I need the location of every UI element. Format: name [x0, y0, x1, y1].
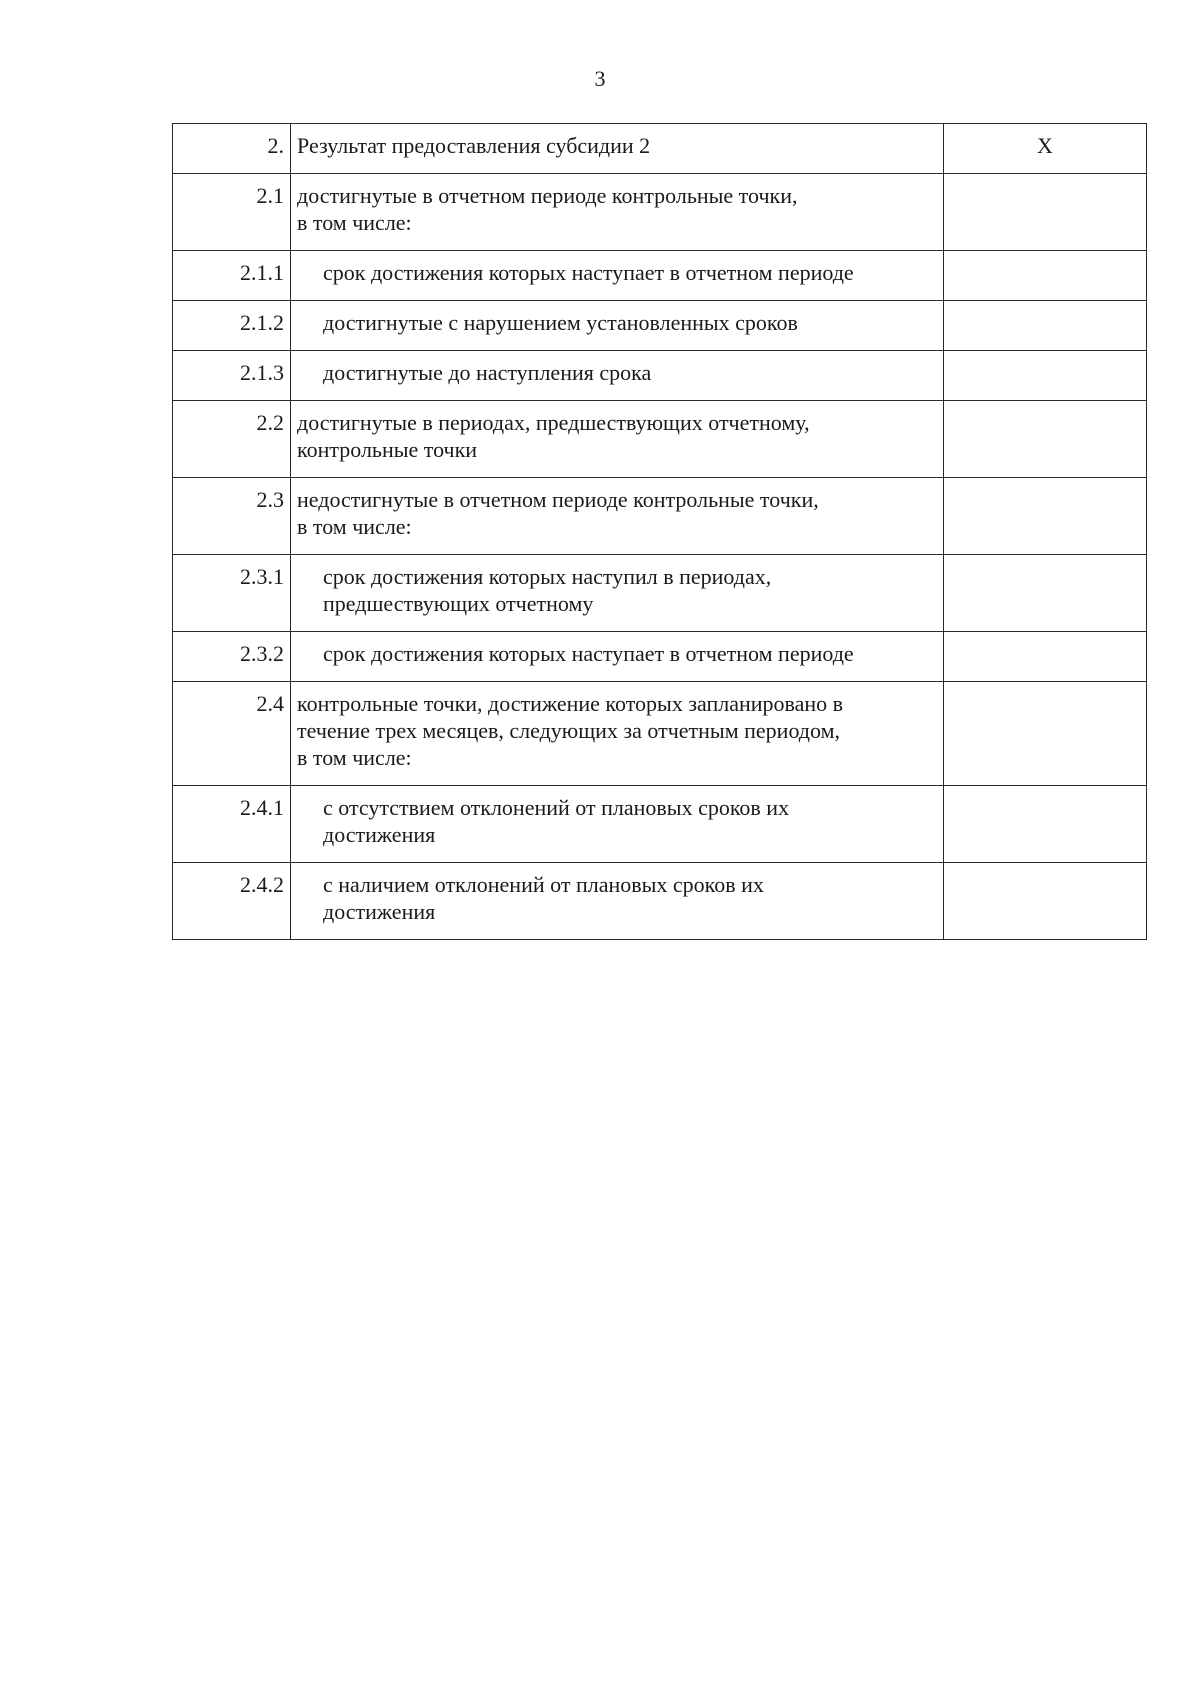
row-number-cell: 2.2	[173, 401, 291, 478]
row-number-cell: 2.1.1	[173, 251, 291, 301]
table-row	[173, 124, 1147, 174]
row-value-cell	[944, 174, 1147, 251]
row-description-cell: недостигнутые в отчетном периоде контрольные точки, в том числе:	[291, 478, 944, 555]
row-value-cell	[944, 401, 1147, 478]
row-description-cell: достигнутые с нарушением установленных сроков	[291, 301, 944, 351]
row-number-cell: 2.1.2	[173, 301, 291, 351]
row-description-cell: достигнутые до наступления срока	[291, 351, 944, 401]
row-number-cell: 2.3.2	[173, 632, 291, 682]
row-number-cell: 2.4	[173, 682, 291, 786]
row-number-cell: 2.3	[173, 478, 291, 555]
report-table-body	[173, 124, 1147, 940]
row-number-cell: 2.4.1	[173, 786, 291, 863]
row-description-cell: срок достижения которых наступает в отчетном периоде	[291, 632, 944, 682]
row-description-cell: с наличием отклонений от плановых сроков их достижения	[291, 863, 944, 940]
row-value-cell	[944, 251, 1147, 301]
row-value-cell: X	[944, 124, 1147, 174]
table-row	[173, 555, 1147, 632]
table-row	[173, 786, 1147, 863]
table-row	[173, 401, 1147, 478]
row-description-cell: Результат предоставления субсидии 2	[291, 124, 944, 174]
table-row	[173, 863, 1147, 940]
row-value-cell	[944, 555, 1147, 632]
report-table	[172, 123, 1147, 940]
row-description-cell: срок достижения которых наступает в отчетном периоде	[291, 251, 944, 301]
row-description-cell: срок достижения которых наступил в периодах, предшествующих отчетному	[291, 555, 944, 632]
table-row	[173, 174, 1147, 251]
row-value-cell	[944, 863, 1147, 940]
row-value-cell	[944, 478, 1147, 555]
row-value-cell	[944, 351, 1147, 401]
row-value-cell	[944, 632, 1147, 682]
row-value-cell	[944, 682, 1147, 786]
page-number: 3	[594, 66, 606, 91]
table-row	[173, 478, 1147, 555]
row-description-cell: достигнутые в периодах, предшествующих отчетному, контрольные точки	[291, 401, 944, 478]
row-description-cell: контрольные точки, достижение которых запланировано в течение трех месяцев, следующих за отчетным периодом, в том числе:	[291, 682, 944, 786]
row-value-cell	[944, 786, 1147, 863]
row-number-cell: 2.1	[173, 174, 291, 251]
row-number-cell: 2.3.1	[173, 555, 291, 632]
table-row	[173, 251, 1147, 301]
row-description-cell: с отсутствием отклонений от плановых сроков их достижения	[291, 786, 944, 863]
table-row	[173, 682, 1147, 786]
table-row	[173, 301, 1147, 351]
row-number-cell: 2.	[173, 124, 291, 174]
table-row	[173, 632, 1147, 682]
table-row	[173, 351, 1147, 401]
row-number-cell: 2.4.2	[173, 863, 291, 940]
row-description-cell: достигнутые в отчетном периоде контрольные точки, в том числе:	[291, 174, 944, 251]
row-value-cell	[944, 301, 1147, 351]
row-number-cell: 2.1.3	[173, 351, 291, 401]
